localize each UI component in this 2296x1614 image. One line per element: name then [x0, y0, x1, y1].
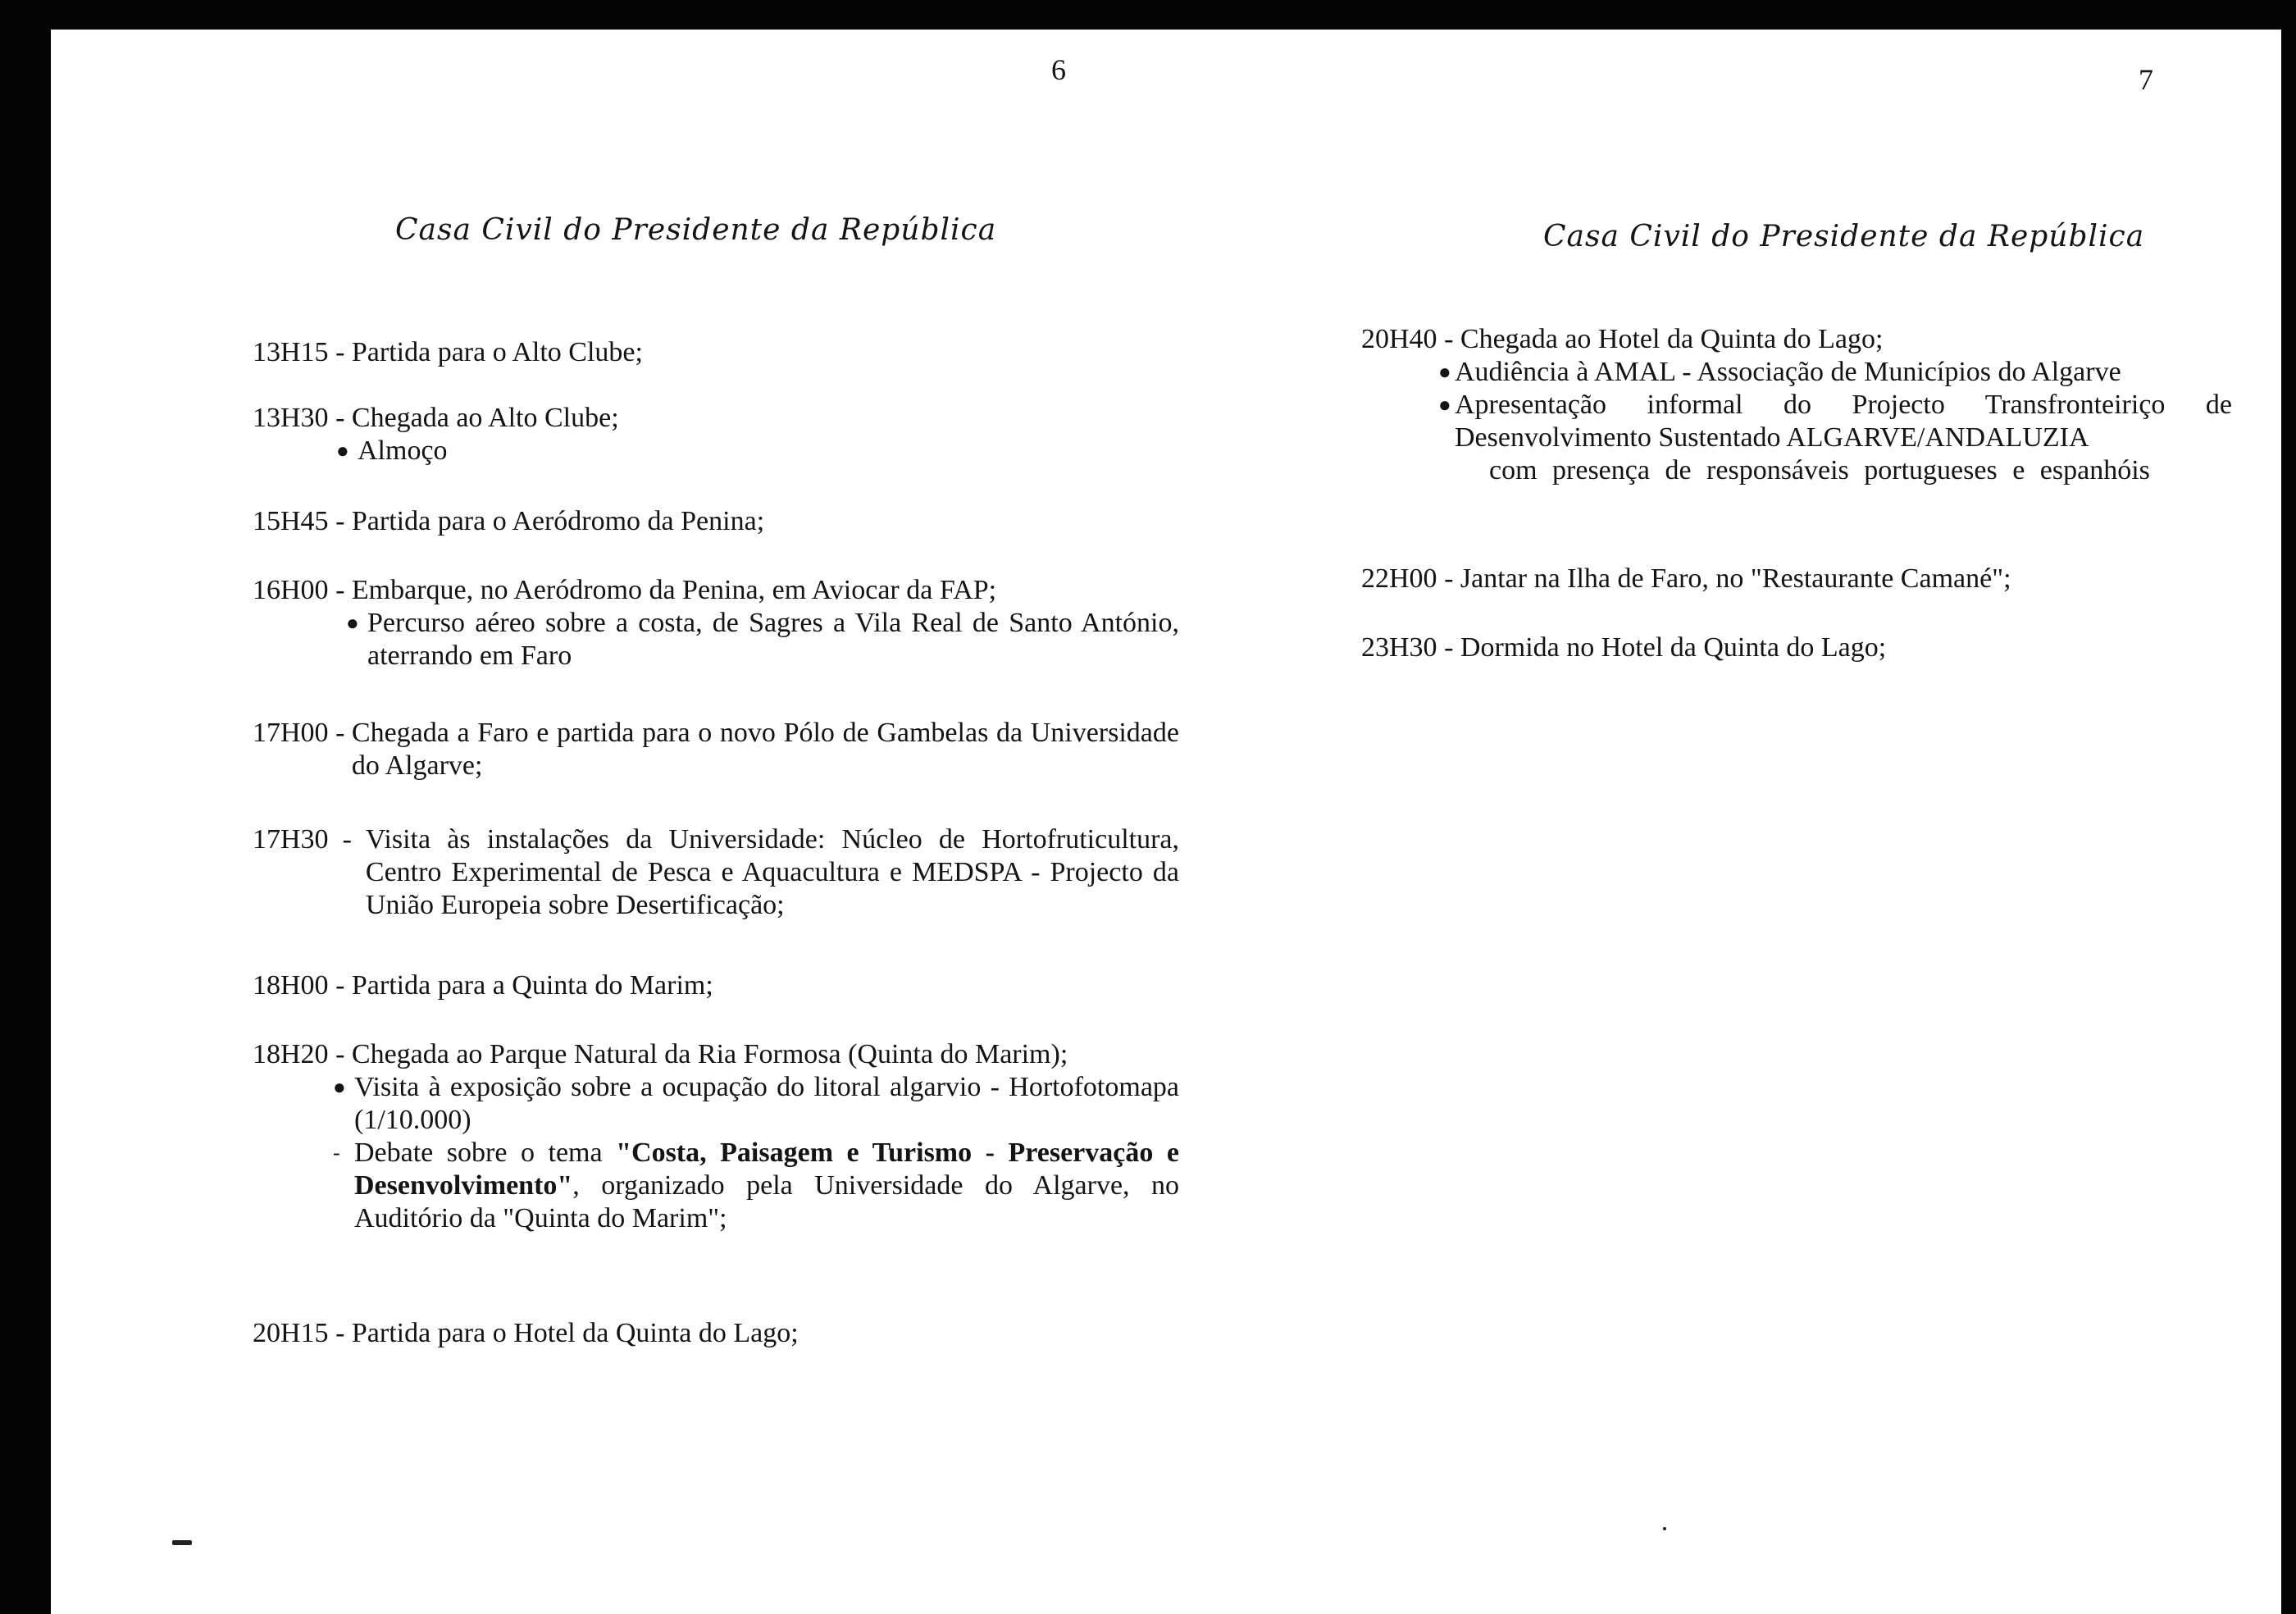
entry-subitem: Percurso aéreo sobre a costa, de Sagres a Vila Real de Santo António, aterrando em Faro	[367, 608, 1179, 671]
bullet-icon: ●	[336, 439, 349, 463]
entry-text: Partida para o Aeródromo da Penina;	[351, 506, 765, 536]
schedule-entry: 15H45 - Partida para o Aeródromo da Penina;	[253, 505, 1179, 538]
entry-text: Partida para o Alto Clube;	[351, 337, 643, 367]
entry-text: Dormida no Hotel da Quinta do Lago;	[1460, 632, 1887, 663]
entry-time: 23H30	[1361, 632, 1437, 663]
entry-text: Embarque, no Aeródromo da Penina, em Aviocar da FAP;	[351, 575, 997, 605]
schedule-entry: 18H20 - Chegada ao Parque Natural da Ria Formosa (Quinta do Marim); ● Visita à exposição sobre a ocupação do litoral algarvio - Hortofotomapa (1/10.000) - Debate sobre o tema "Costa, Paisagem e Turismo - Preservação e Desenvolvimento", organizado pela Universidade do Algarve, no Auditório da "Quinta do Marim";	[253, 1039, 1179, 1233]
entry-text: Chegada ao Hotel da Quinta do Lago;	[1460, 324, 1884, 354]
bullet-icon: ●	[346, 611, 359, 635]
scan-border-top	[0, 0, 2296, 30]
entry-time: 17H00	[253, 718, 329, 748]
entry-text: Visita às instalações da Universidade: Núcleo de Hortofruticultura, Centro Experimental de Pesca e Aquacultura e MEDSPA - Projecto da União Europeia sobre Desertificação;	[365, 824, 1179, 920]
bullet-icon: ●	[333, 1075, 346, 1099]
entry-subitem: Audiência à AMAL - Associação de Municípios do Algarve	[1455, 357, 2121, 387]
schedule-entry: 23H30 - Dormida no Hotel da Quinta do Lago;	[1361, 631, 2232, 664]
scan-border-left	[0, 0, 51, 1614]
entry-time: 18H20	[253, 1039, 329, 1069]
entry-time: 13H15	[253, 337, 329, 367]
entry-text: Partida para o Hotel da Quinta do Lago;	[351, 1318, 799, 1348]
schedule-entry: 20H15 - Partida para o Hotel da Quinta do Lago;	[253, 1317, 1179, 1350]
entry-subitem: Visita à exposição sobre a ocupação do litoral algarvio - Hortofotomapa (1/10.000)	[354, 1072, 1179, 1135]
entry-time: 20H40	[1361, 324, 1437, 354]
entry-subitem: Apresentação informal do Projecto Transfronteiriço de Desenvolvimento Sustentado ALGARVE/ANDALUZIA	[1455, 390, 2232, 453]
schedule-entry: 17H30 - Visita às instalações da Universidade: Núcleo de Hortofruticultura, Centro Experimental de Pesca e Aquacultura e MEDSPA - Projecto da União Europeia sobre Desertificação;	[253, 824, 1179, 920]
entry-subitem: Almoço	[358, 435, 448, 466]
entry-time: 15H45	[253, 506, 329, 536]
entry-text: Chegada ao Parque Natural da Ria Formosa (Quinta do Marim);	[351, 1039, 1068, 1069]
scan-border-right	[2281, 0, 2296, 1614]
schedule-entry: 13H30 - Chegada ao Alto Clube; ● Almoço	[253, 402, 1179, 467]
scan-speck	[1663, 1527, 1666, 1530]
entry-time: 18H00	[253, 970, 329, 1001]
entry-subitem: Debate sobre o tema "Costa, Paisagem e Turismo - Preservação e Desenvolvimento", organizado pela Universidade do Algarve, no Auditório da "Quinta do Marim";	[354, 1138, 1179, 1233]
schedule-entry: 17H00 - Chegada a Faro e partida para o novo Pólo de Gambelas da Universidade do Algarve;	[253, 718, 1179, 781]
schedule-entry: 13H15 - Partida para o Alto Clube;	[253, 336, 1179, 369]
entry-text: Chegada ao Alto Clube;	[351, 403, 619, 433]
dash-icon: -	[333, 1141, 340, 1165]
schedule-entry: 22H00 - Jantar na Ilha de Faro, no "Restaurante Camané";	[1361, 563, 2232, 595]
entry-text: Jantar na Ilha de Faro, no "Restaurante Camané";	[1460, 563, 2011, 594]
page-header-title: Casa Civil do Presidente da República	[395, 213, 997, 247]
right-page	[1199, 30, 2281, 1614]
entry-time: 20H15	[253, 1318, 329, 1348]
entry-time: 17H30	[253, 824, 329, 855]
scan-speck	[172, 1540, 192, 1545]
page-number: 6	[1051, 53, 1066, 86]
page-number: 7	[2139, 63, 2153, 96]
schedule-entry: 16H00 - Embarque, no Aeródromo da Penina, em Aviocar da FAP; ● Percurso aéreo sobre a costa, de Sagres a Vila Real de Santo António, aterrando em Faro	[253, 575, 1179, 671]
entry-text: Chegada a Faro e partida para o novo Pólo de Gambelas da Universidade do Algarve;	[351, 718, 1179, 781]
bullet-icon: ●	[1438, 393, 1451, 417]
entry-text: Partida para a Quinta do Marim;	[351, 970, 713, 1001]
schedule-entry: 18H00 - Partida para a Quinta do Marim;	[253, 969, 1179, 1002]
entry-time: 22H00	[1361, 563, 1437, 594]
bullet-icon: ●	[1438, 360, 1451, 384]
entry-time: 13H30	[253, 403, 329, 433]
schedule-entry: 20H40 - Chegada ao Hotel da Quinta do Lago; ● Audiência à AMAL - Associação de Municípios do Algarve ● Apresentação informal do Projecto Transfronteiriço de Desenvolvimento Sustentado ALGARVE/ANDALUZIA com presença de responsáveis portugueses e espanhóis	[1361, 324, 2232, 486]
page-header-title: Casa Civil do Presidente da República	[1543, 220, 2145, 253]
entry-time: 16H00	[253, 575, 329, 605]
entry-subitem-continuation: com presença de responsáveis portugueses e espanhóis	[1489, 455, 2150, 486]
left-page	[51, 30, 1199, 1614]
